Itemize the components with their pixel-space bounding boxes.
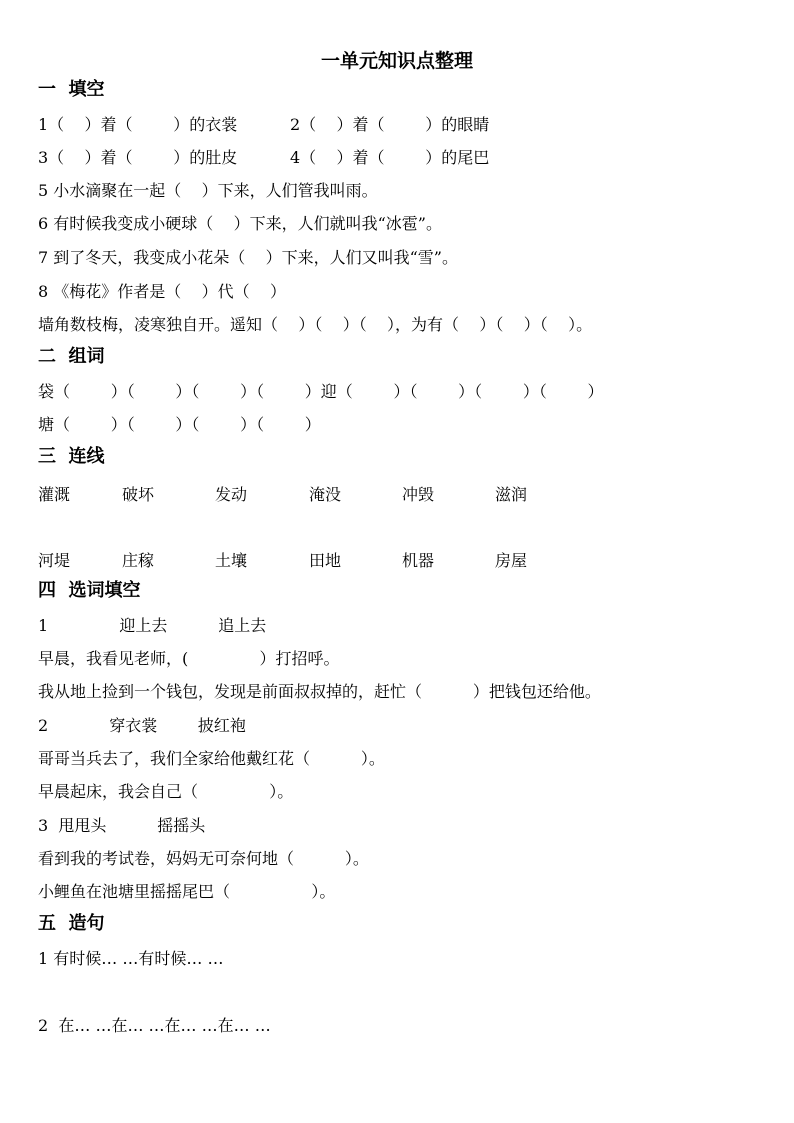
fill-item-2: 2（ ）着（ ）的眼睛 <box>290 115 490 134</box>
fill-item-6: 6 有时候我变成小硬球（ ）下来，人们就叫我“冰雹”。 <box>38 214 442 233</box>
fill-poem-line: 墙角数枝梅，凌寒独自开。遥知（ ）（ ）（ ），为有（ ）（ ）（ ）。 <box>38 315 593 334</box>
xuanci-sentence: 早晨起床，我会自己（ ）。 <box>38 782 294 801</box>
fill-item-5: 5 小水滴聚在一起（ ）下来，人们管我叫雨。 <box>38 181 378 200</box>
fill-item-7: 7 到了冬天，我变成小花朵（ ）下来，人们又叫我“雪”。 <box>38 248 458 267</box>
lianxian-top-word: 破坏 <box>122 485 155 504</box>
lianxian-bottom-word: 土壤 <box>215 551 248 570</box>
fill-item-4: 4（ ）着（ ）的尾巴 <box>290 148 490 167</box>
page-title: 一单元知识点整理 <box>320 50 473 72</box>
lianxian-top-word: 淹没 <box>309 485 342 504</box>
xuanci-group-1-options: 1 迎上去 追上去 <box>38 616 267 635</box>
lianxian-bottom-word: 庄稼 <box>122 551 155 570</box>
xuanci-group-3-options: 3 甩甩头 摇摇头 <box>38 816 206 835</box>
lianxian-top-word: 滋润 <box>495 485 528 504</box>
zaoju-item-2: 2 在… …在… …在… …在… … <box>38 1016 271 1035</box>
lianxian-bottom-word: 河堤 <box>38 551 71 570</box>
xuanci-sentence: 看到我的考试卷，妈妈无可奈何地（ ）。 <box>38 849 369 868</box>
lianxian-bottom-word: 机器 <box>402 551 435 570</box>
xuanci-group-2-options: 2 穿衣裳 披红袍 <box>38 716 246 735</box>
section-heading-fill: 一 填空 <box>38 79 105 100</box>
section-heading-xuanci: 四 选词填空 <box>38 580 141 601</box>
lianxian-bottom-word: 田地 <box>309 551 342 570</box>
lianxian-top-word: 发动 <box>215 485 248 504</box>
section-heading-zuci: 二 组词 <box>38 346 105 367</box>
zuci-line-1: 袋（ ）（ ）（ ）（ ）迎（ ）（ ）（ ）（ ） <box>38 382 604 401</box>
fill-item-1: 1（ ）着（ ）的衣裳 <box>38 115 238 134</box>
xuanci-sentence: 哥哥当兵去了，我们全家给他戴红花（ ）。 <box>38 749 385 768</box>
lianxian-top-word: 冲毁 <box>402 485 435 504</box>
zaoju-item-1: 1 有时候… …有时候… … <box>38 949 224 968</box>
section-heading-lianxian: 三 连线 <box>38 446 105 467</box>
zuci-line-2: 塘（ ）（ ）（ ）（ ） <box>38 415 321 434</box>
fill-item-8: 8 《梅花》作者是（ ）代（ ） <box>38 282 286 301</box>
lianxian-bottom-word: 房屋 <box>495 551 528 570</box>
lianxian-top-word: 灌溉 <box>38 485 71 504</box>
fill-item-3: 3（ ）着（ ）的肚皮 <box>38 148 238 167</box>
xuanci-sentence: 我从地上捡到一个钱包，发现是前面叔叔掉的，赶忙（ ）把钱包还给他。 <box>38 682 601 701</box>
xuanci-sentence: 小鲤鱼在池塘里摇摇尾巴（ ）。 <box>38 882 336 901</box>
xuanci-sentence: 早晨，我看见老师，( ）打招呼。 <box>38 649 340 668</box>
section-heading-zaoju: 五 造句 <box>38 913 105 934</box>
